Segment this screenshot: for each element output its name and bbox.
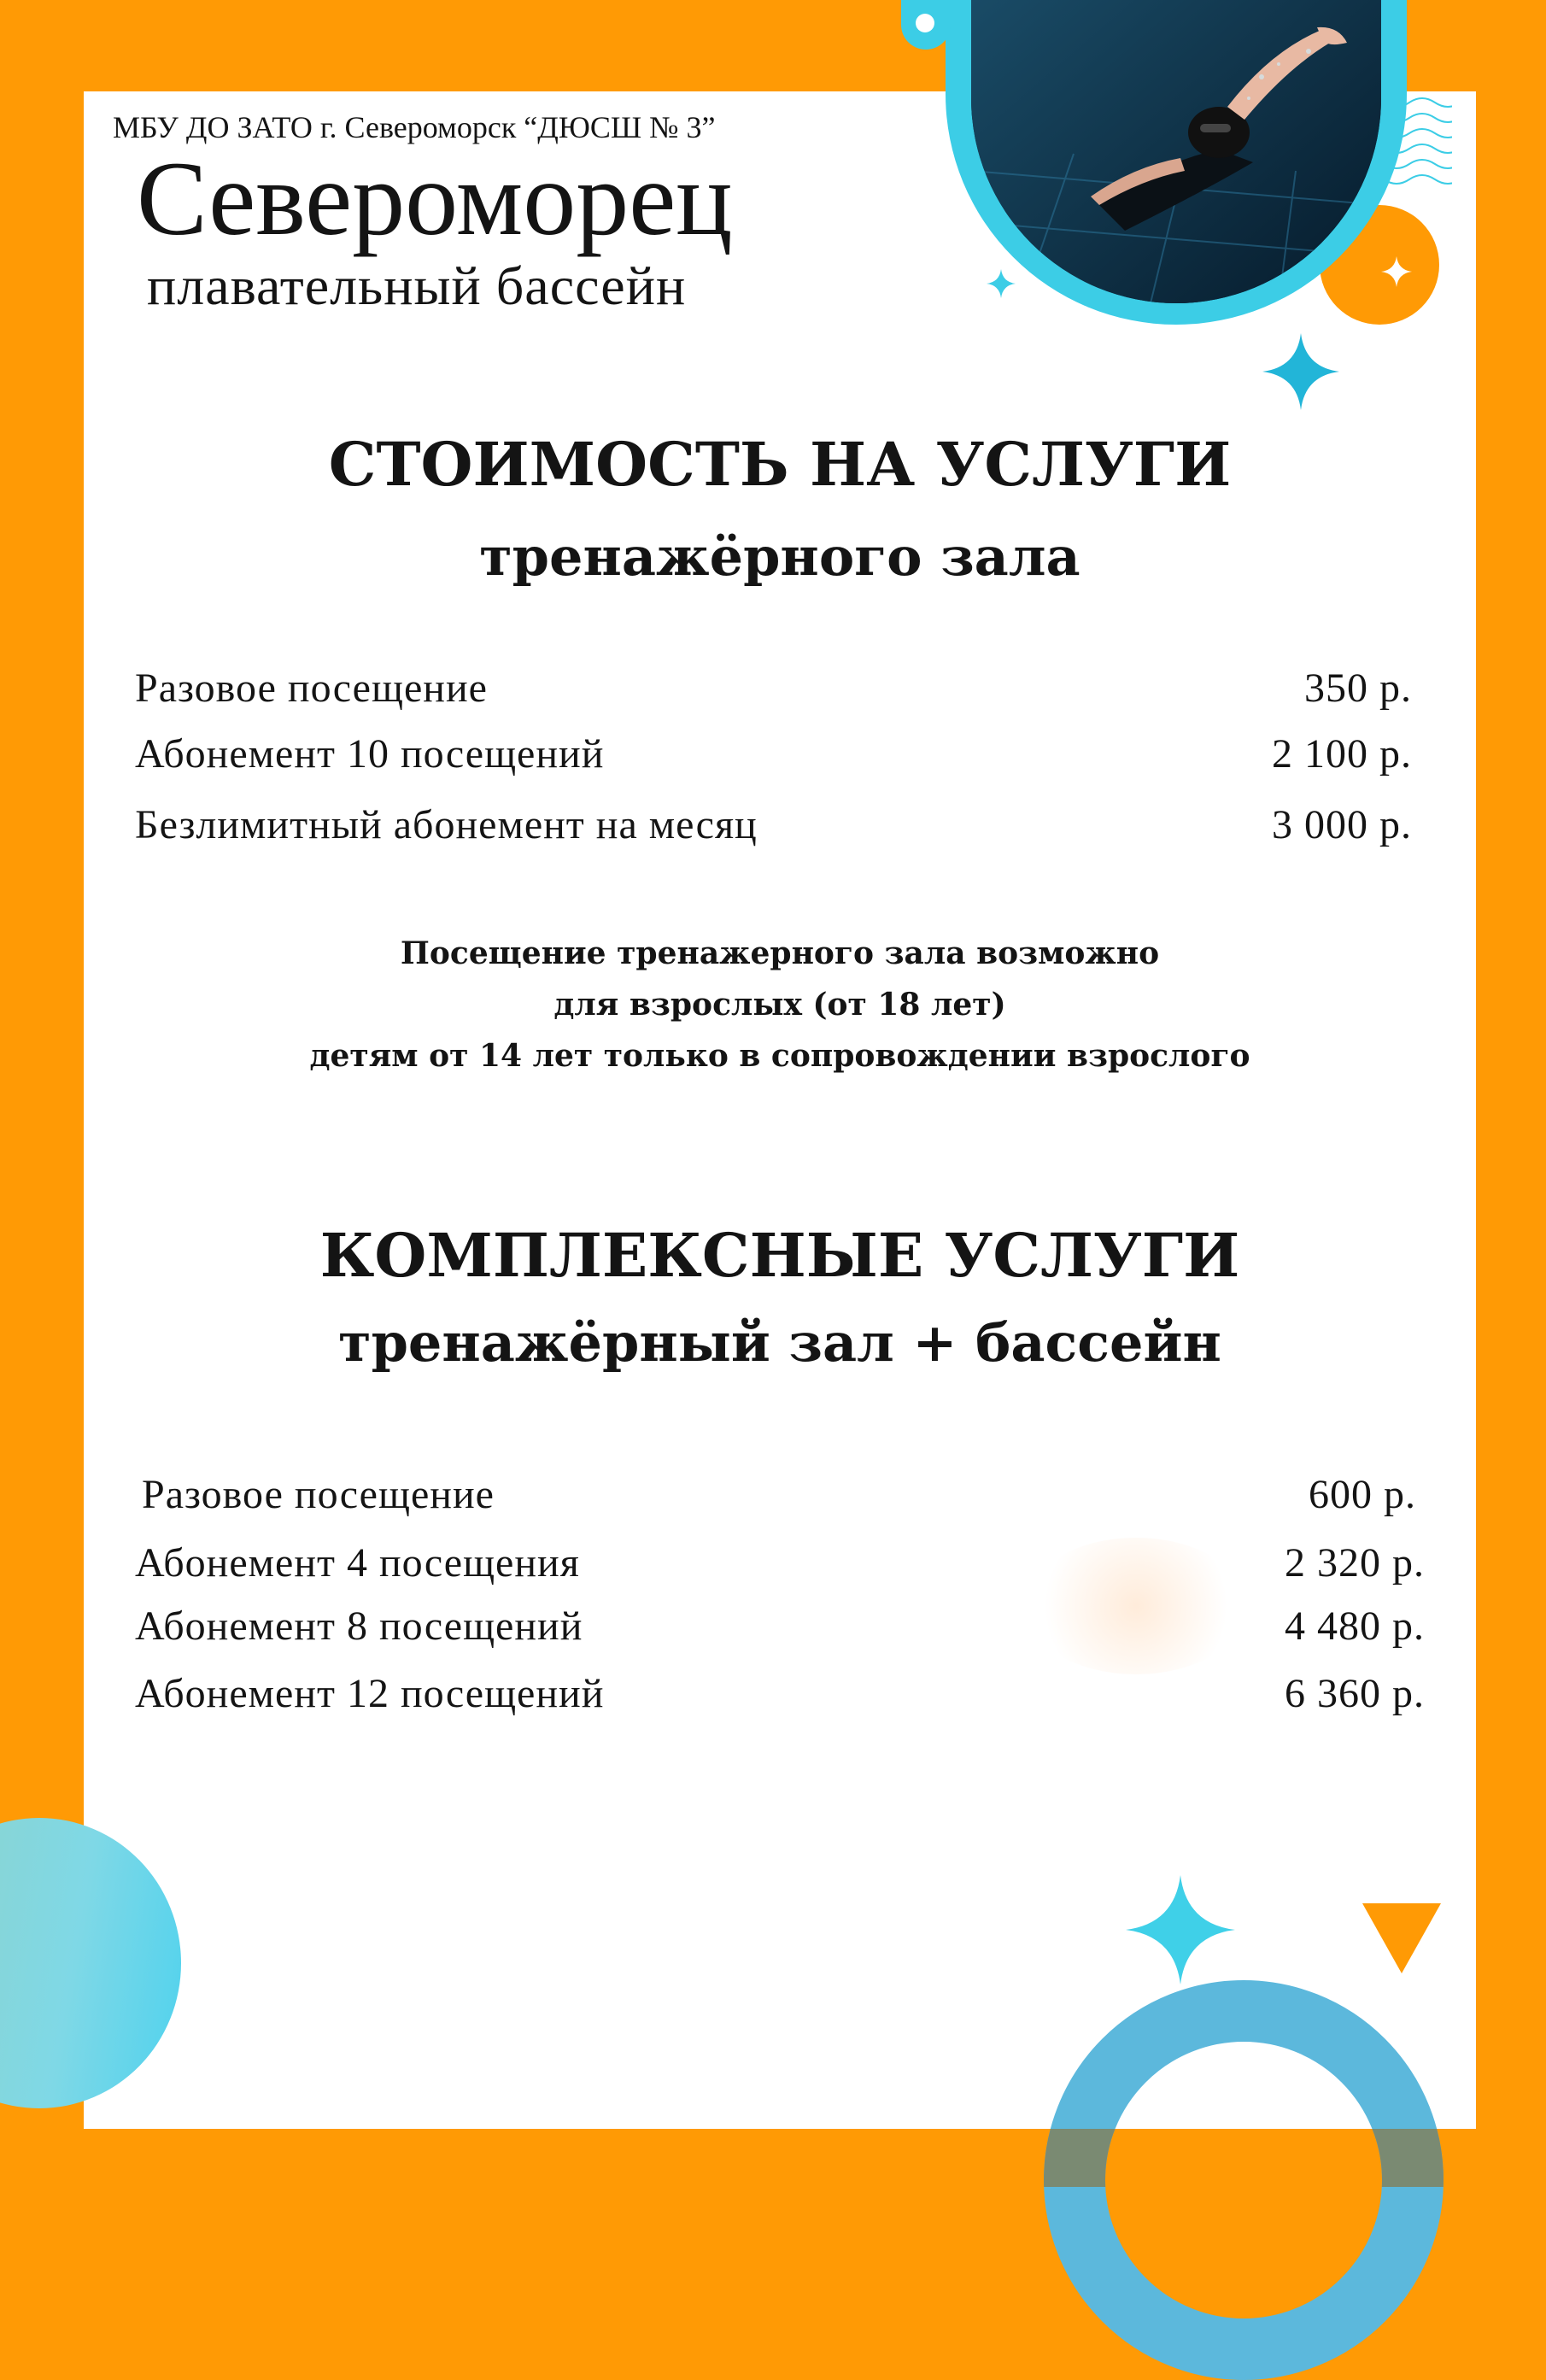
gym-price-row [135, 730, 1412, 782]
price-value: 3 000 р. [1272, 802, 1412, 847]
complex-price-row [135, 1670, 1425, 1721]
price-value: 2 320 р. [1285, 1540, 1425, 1586]
price-label: Безлимитный абонемент на месяц [135, 802, 758, 847]
ring-overlap-decor [1044, 2129, 1444, 2187]
complex-section-title: КОМПЛЕКСНЫЕ УСЛУГИ [319, 1220, 1240, 1291]
gym-price-row [135, 665, 1412, 716]
price-value: 350 р. [1304, 665, 1412, 711]
price-label: Разовое посещение [135, 665, 488, 711]
triangle-icon [1362, 1903, 1441, 1973]
price-label: Абонемент 8 посещений [135, 1603, 583, 1649]
complex-price-row [135, 1539, 1425, 1591]
gym-note-line: для взрослых (от 18 лет) [553, 987, 1006, 1023]
price-label: Абонемент 4 посещения [135, 1540, 580, 1586]
complex-price-row [135, 1603, 1425, 1654]
brand-subtitle: плавательный бассейн [147, 255, 687, 316]
sparkle-icon [1126, 1875, 1235, 1984]
price-label: Абонемент 12 посещений [135, 1671, 605, 1716]
gym-price-row [135, 801, 1412, 853]
price-value: 2 100 р. [1272, 731, 1412, 777]
brand-name: Североморец [137, 140, 733, 257]
sparkle-icon [1262, 333, 1339, 410]
price-label: Разовое посещение [142, 1472, 495, 1517]
swimmer-illustration [971, 0, 1381, 303]
sparkle-icon [1381, 256, 1412, 287]
sparkle-icon [987, 269, 1016, 298]
price-value: 4 480 р. [1285, 1603, 1425, 1649]
price-value: 600 р. [1309, 1472, 1416, 1517]
cyan-dot-decor [901, 0, 951, 50]
gym-section-title: СТОИМОСТЬ НА УСЛУГИ [328, 429, 1232, 500]
organization-name: МБУ ДО ЗАТО г. Североморск “ДЮСШ № 3” [113, 110, 716, 144]
gym-section-subtitle: тренажёрного зала [479, 525, 1080, 588]
price-value: 6 360 р. [1285, 1671, 1425, 1716]
complex-section-subtitle: тренажёрный зал + бассейн [338, 1311, 1221, 1374]
gym-note-line: детям от 14 лет только в сопровождении взрослого [309, 1038, 1250, 1074]
gym-note-line: Посещение тренажерного зала возможно [400, 935, 1160, 971]
complex-price-row [142, 1471, 1416, 1522]
swimmer-photo [971, 0, 1381, 303]
price-label: Абонемент 10 посещений [135, 731, 605, 777]
